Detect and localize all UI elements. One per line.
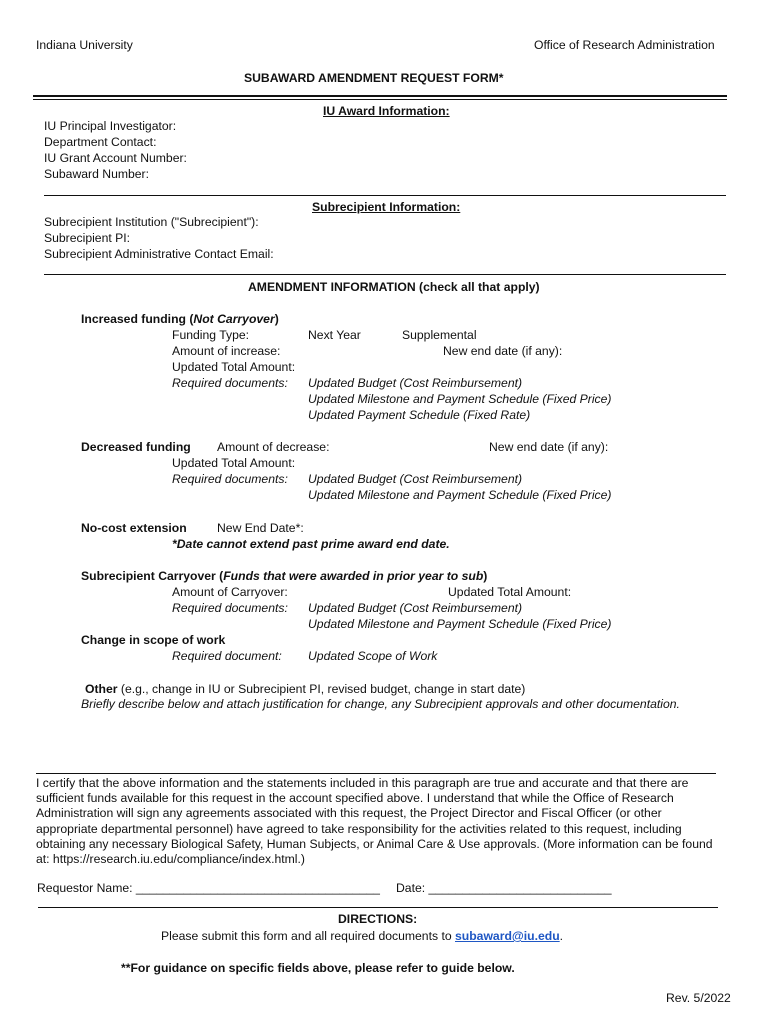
directions-heading: DIRECTIONS:	[338, 912, 418, 926]
doc-milestone-schedule: Updated Milestone and Payment Schedule (Fixed Price)	[308, 617, 612, 631]
amount-of-carryover-field[interactable]: Amount of Carryover:	[172, 585, 288, 599]
carryover-checkbox-label[interactable]	[81, 569, 487, 584]
doc-payment-schedule: Updated Payment Schedule (Fixed Rate)	[308, 408, 531, 422]
subrecipient-heading: Subrecipient Information:	[312, 200, 461, 214]
label-close: )	[274, 312, 279, 326]
date-field[interactable]: Date: ___________________________	[396, 881, 612, 895]
form-title: SUBAWARD AMENDMENT REQUEST FORM*	[244, 71, 504, 85]
doc-scope-of-work: Updated Scope of Work	[308, 649, 438, 663]
doc-updated-budget: Updated Budget (Cost Reimbursement)	[308, 376, 523, 390]
other-description: (e.g., change in IU or Subrecipient PI, revised budget, change in start date)	[117, 682, 526, 696]
subrecipient-pi-field[interactable]: Subrecipient PI:	[44, 231, 131, 245]
section-divider	[44, 274, 726, 275]
directions-body: Please submit this form and all required documents to	[161, 929, 455, 943]
pi-field[interactable]: IU Principal Investigator:	[44, 119, 177, 133]
period: .	[559, 929, 564, 943]
amendment-heading: AMENDMENT INFORMATION (check all that apply)	[248, 280, 540, 294]
funding-type-label: Funding Type:	[172, 328, 250, 342]
next-year-option[interactable]: Next Year	[308, 328, 361, 342]
certification-statement: I certify that the above information and the statements included in this paragraph are true and accurate and that there are sufficient funds available for this request in the account specified above. I understand that while the Office of Research Administration will sign any agreements associated with this request, the Project Director and Fiscal Officer (or other appropriate departmental personnel) have agreed to take responsibility for the activities related to this request, including obtaining any necessary Biological Safety, Human Subjects, or Animal Care & Use approvals. (More information can be found at: https://research.iu.edu/compliance/index.html.)	[36, 776, 713, 867]
section-divider	[36, 773, 716, 774]
carryover-note: Funds that were awarded in prior year to sub	[223, 569, 484, 583]
institution-name: Indiana University	[36, 38, 133, 52]
other-checkbox-label[interactable]	[85, 682, 525, 697]
label-close: )	[483, 569, 488, 583]
section-divider	[38, 907, 718, 908]
updated-total-field[interactable]: Updated Total Amount:	[172, 360, 296, 374]
doc-updated-budget: Updated Budget (Cost Reimbursement)	[308, 601, 523, 615]
new-end-date-field[interactable]: New End Date*:	[217, 521, 304, 535]
other-label: Other	[85, 682, 118, 696]
subrecipient-institution-field[interactable]: Subrecipient Institution ("Subrecipient"):	[44, 215, 259, 229]
updated-total-field[interactable]: Updated Total Amount:	[172, 456, 296, 470]
carryover-label: Subrecipient Carryover (	[81, 569, 224, 583]
iu-award-heading: IU Award Information:	[323, 104, 450, 118]
subrecipient-contact-email-field[interactable]: Subrecipient Administrative Contact Email:	[44, 247, 274, 261]
email-link[interactable]: subaward@iu.edu	[455, 929, 560, 943]
department-contact-field[interactable]: Department Contact:	[44, 135, 157, 149]
grant-account-field[interactable]: IU Grant Account Number:	[44, 151, 187, 165]
new-end-date-field[interactable]: New end date (if any):	[489, 440, 609, 454]
amount-of-increase-field[interactable]: Amount of increase:	[172, 344, 281, 358]
supplemental-option[interactable]: Supplemental	[402, 328, 477, 342]
section-divider	[44, 195, 726, 196]
title-rule-bottom	[33, 99, 727, 100]
end-date-note: *Date cannot extend past prime award end date.	[172, 537, 450, 551]
other-instructions: Briefly describe below and attach justification for change, any Subrecipient approvals and other documentation.	[81, 697, 680, 711]
increased-funding-checkbox-label[interactable]	[81, 312, 279, 327]
office-name: Office of Research Administration	[534, 38, 715, 52]
required-documents-label: Required documents:	[172, 376, 288, 390]
subaward-number-field[interactable]: Subaward Number:	[44, 167, 149, 181]
decreased-funding-checkbox-label[interactable]: Decreased funding	[81, 440, 191, 454]
no-cost-extension-checkbox-label[interactable]: No-cost extension	[81, 521, 187, 535]
required-documents-label: Required documents:	[172, 472, 288, 486]
doc-milestone-schedule: Updated Milestone and Payment Schedule (Fixed Price)	[308, 488, 612, 502]
required-document-label: Required document:	[172, 649, 282, 663]
title-rule-top	[33, 95, 727, 97]
directions-text	[161, 929, 563, 944]
revision-date: Rev. 5/2022	[666, 991, 731, 1005]
not-carryover-label: Not Carryover	[193, 312, 275, 326]
guidance-note: **For guidance on specific fields above, please refer to guide below.	[121, 961, 515, 975]
required-documents-label: Required documents:	[172, 601, 288, 615]
requestor-name-field[interactable]: Requestor Name: ____________________________________	[37, 881, 380, 895]
new-end-date-field[interactable]: New end date (if any):	[443, 344, 563, 358]
doc-milestone-schedule: Updated Milestone and Payment Schedule (Fixed Price)	[308, 392, 612, 406]
amount-of-decrease-field[interactable]: Amount of decrease:	[217, 440, 330, 454]
scope-change-checkbox-label[interactable]: Change in scope of work	[81, 633, 226, 647]
doc-updated-budget: Updated Budget (Cost Reimbursement)	[308, 472, 523, 486]
updated-total-field[interactable]: Updated Total Amount:	[448, 585, 572, 599]
increased-funding-label: Increased funding (	[81, 312, 194, 326]
